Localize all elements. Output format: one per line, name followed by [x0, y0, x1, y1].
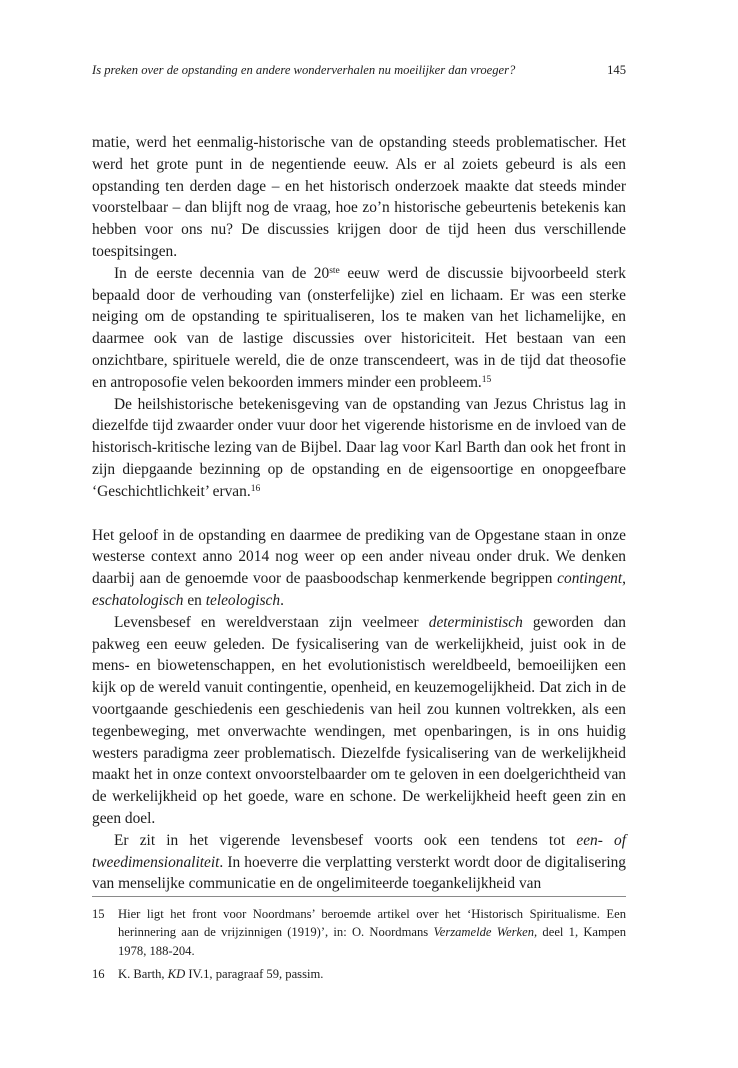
paragraph-6 — [92, 830, 626, 895]
footnotes — [92, 905, 626, 989]
book-page — [92, 0, 626, 1068]
footnote-text — [118, 965, 626, 983]
paragraph-4-end: . — [280, 591, 284, 609]
running-head — [92, 62, 626, 78]
paragraph-2-text-a: In de eerste decennia van de 20 — [114, 264, 330, 282]
footnote-text — [118, 905, 626, 960]
term-eschatologisch: eschatologisch — [92, 591, 184, 609]
term-dimensionaliteit: een- of tweedimensionaliteit — [92, 831, 626, 871]
body-text — [92, 132, 626, 895]
page-number: 145 — [607, 63, 626, 77]
footnote-text-b: IV.1, paragraaf 59, passim. — [185, 967, 324, 982]
paragraph-3 — [92, 394, 626, 503]
footnote-text-a: Hier ligt het front voor Noordmans’ beroemde artikel over het ‘Historisch Spiritualisme. Een herinnering aan de vrijzinnigen (1919)’, in: O. Noordmans — [118, 907, 626, 940]
paragraph-5-text-a: Levensbesef en wereldverstaan zijn veelmeer — [114, 613, 429, 631]
footnote-text-a: K. Barth, — [118, 967, 168, 982]
paragraph-2-text-b: eeuw werd de discussie bijvoorbeeld sterk bepaald door de verhouding van (onsterfelijke) ziel en lichaam. Er was een sterke neiging om de opstanding te spiritualiseren, los te maken van het lichamelijke, en daarmee ook van de lastige discussies over historiciteit. Het bestaan van een onzichtbare, spirituele wereld, die de onze transcendeert, was in de tijd dat theosofie en antroposofie velen bekoorden immers minder een probleem. — [92, 264, 626, 391]
footnote-ref-15[interactable]: 15 — [481, 373, 492, 385]
footnote-text-b: deel 1, Kampen 1978, 188-204. — [118, 925, 627, 958]
paragraph-4-sep-2: en — [183, 591, 206, 609]
footnote-number: 15 — [92, 907, 105, 921]
term-teleologisch: teleologisch — [205, 591, 281, 609]
paragraph-4-text-a: Het geloof in de opstanding en daarmee de prediking van de Opgestane staan in onze westerse context anno 2014 nog weer op een ander niveau onder druk. We denken daarbij aan de genoemde voor de paasboodschap kenmerkende begrippen — [92, 526, 626, 588]
term-deterministisch: deterministisch — [428, 613, 523, 631]
paragraph-1-text: matie, werd het eenmalig-historische van de opstanding steeds problematischer. Het werd het grote punt in de negentiende eeuw. Als er al zoiets gebeurd is als een opstanding ten derden dage – en het historisch onderzoek maakte dat steeds minder voorstelbaar – dan blijft nog de vraag, hoe zo’n historische gebeurtenis betekenis kan hebben voor ons nu? De discussies krijgen door de tijd heen dus verschillende toespitsingen. — [92, 134, 626, 260]
footnote-15 — [92, 905, 626, 960]
term-contingent: contingent — [557, 570, 623, 588]
ordinal-superscript: ste — [329, 264, 340, 276]
paragraph-5 — [92, 612, 626, 830]
running-head-title: Is preken over de opstanding en andere wonderverhalen nu moeilijker dan vroeger? — [92, 63, 516, 77]
footnote-divider — [92, 896, 626, 897]
paragraph-3-text: De heilshistorische betekenisgeving van de opstanding van Jezus Christus lag in diezelfde tijd zwaarder onder vuur door het vigerende historisme en de invloed van de historisch-kritische lezing van de Bijbel. Daar lag voor Karl Barth dan ook het front in zijn diepgaande bezinning op de opstanding en de eigensoortige en onopgeefbare ‘Geschichtlichkeit’ ervan. — [92, 395, 626, 500]
paragraph-6-text-a: Er zit in het vigerende levensbesef voorts ook een tendens tot — [114, 831, 577, 849]
paragraph-1 — [92, 132, 626, 263]
footnote-16 — [92, 965, 626, 983]
paragraph-5-text-b: geworden dan pakweg een eeuw geleden. De fysicalisering van de werkelijkheid, juist ook in de mens- en biowetenschappen, en het evolutionistisch wereldbeeld, bemoeilijken een kijk op de wereld vanuit contingentie, openheid, en keuzemogelijkheid. Dat zich in de voortgaande geschiedenis een geschiedenis van heil zou kunnen voltrekken, als een tegenbeweging, met onverwachte wendingen, met openbaringen, is in ons huidig westers paradigma zeer problematisch. Diezelfde fysicalisering van de werkelijkheid maakt het in onze context onvoorstelbaarder om te geloven in een doelgerichtheid van de werkelijkheid op het goede, ware en schone. De werkelijkheid heeft geen zin en geen doel. — [92, 613, 626, 827]
paragraph-6-text-b: . In hoeverre die verplatting versterkt wordt door de digitalisering van menselijke communicatie en de ongelimiteerde toegankelijkheid van — [92, 853, 626, 893]
footnote-italic: Verzamelde Werken, — [433, 925, 538, 940]
footnote-ref-16[interactable]: 16 — [250, 482, 261, 494]
paragraph-4 — [92, 525, 626, 612]
paragraph-4-sep-1: , — [622, 570, 626, 588]
footnote-number: 16 — [92, 967, 105, 982]
footnote-italic: KD — [167, 967, 186, 982]
paragraph-2 — [92, 263, 626, 394]
